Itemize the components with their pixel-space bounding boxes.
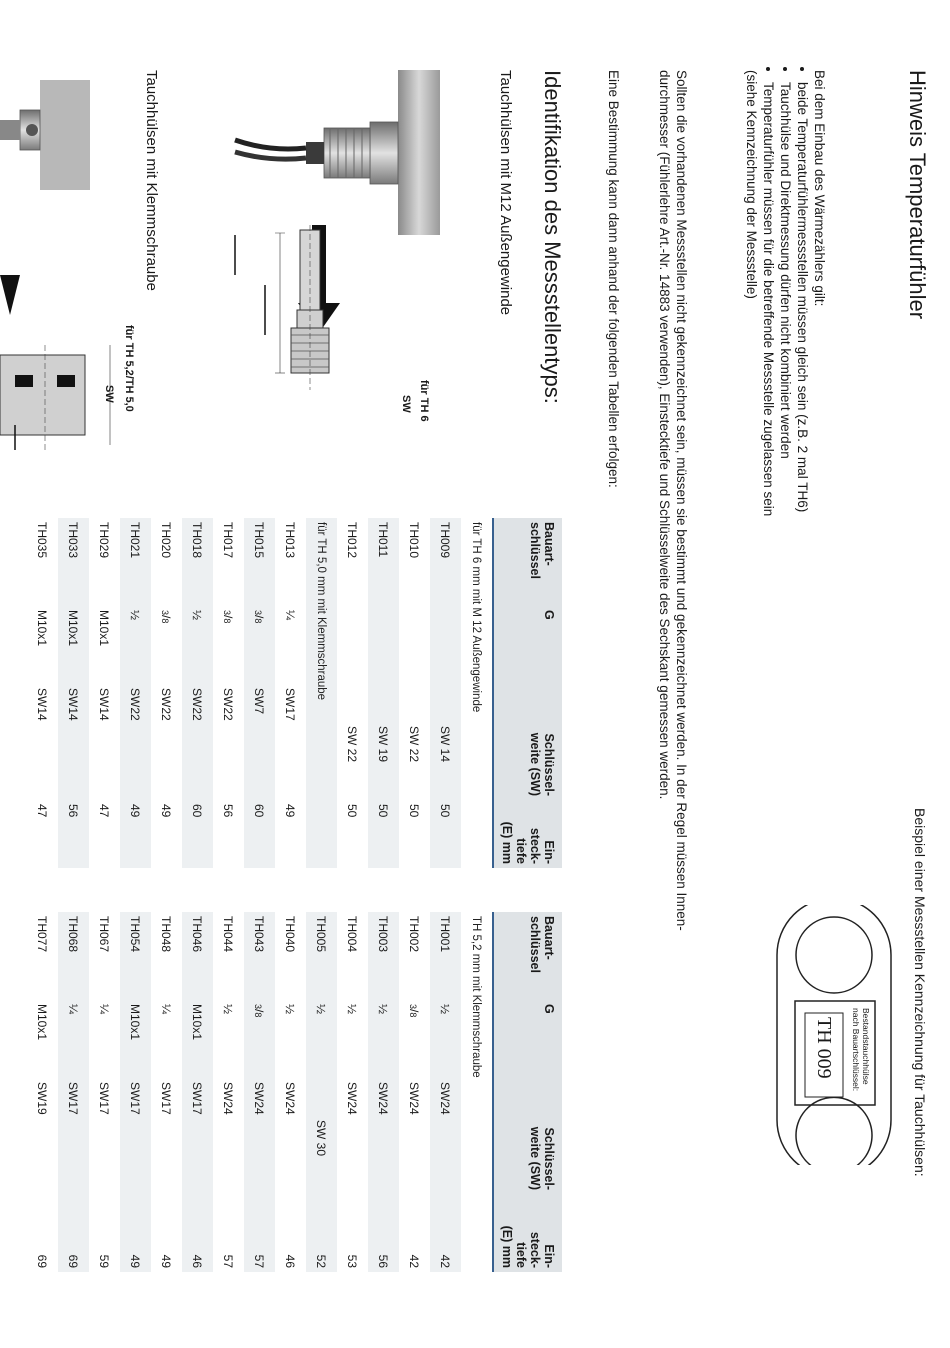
cell-sw: SW24 [345,1082,360,1115]
table-row [120,518,151,868]
cell-code: TH005 [306,912,337,1000]
cell-e: 59 [97,1254,112,1268]
cell-sw: SW17 [97,1082,112,1115]
cell-e: 56 [58,800,89,868]
table-row [430,518,461,868]
col-header-code: Bauart- schlüssel [493,912,562,1000]
example-caption: Beispiel einer Messstellen Kennzeichnung für Tauchhülsen: [912,808,928,1177]
cell-e: 49 [120,800,151,868]
cell-g: 3/8 [407,1004,422,1018]
cell-sw: SW7 [244,684,275,800]
cell-code: TH040 [283,916,298,953]
cell-g: ¼ [97,1004,112,1015]
cell-code: TH009 [430,518,461,606]
bullet-note: (siehe Kennzeichnung der Messstelle) [744,70,759,299]
cell-e: 57 [244,1194,275,1272]
table-row [27,518,58,868]
cell-sw: SW24 [368,1078,399,1194]
cell-sw: SW 30 [306,1078,337,1194]
col-header-e: Ein- steck- tiefe (E) mm [493,800,562,868]
bullet-item: • Tauchhülse und Direktmessung dürfen nicht kombiniert werden [777,82,794,790]
cell-e: 60 [182,800,213,868]
cell-e: 60 [244,800,275,868]
table-row [182,912,213,1272]
cell-e: 50 [407,804,422,818]
instruction-paragraph: Sollten die vorhandenen Messstellen nicht gekennzeichnet sein, müssen sie bestimmt und gekennzeichnet werden. In der Regel müssen Innen- durchmesser (Fühlerlehre Art.-Nr. 14883 verwenden), Einstecktiefe und Schlüsselweite des Sechskant gemessen werden. [657,70,689,931]
table-row [213,518,244,868]
subtitle-m12: Tauchhülsen mit M12 Außengewinde [497,70,514,316]
cell-sw: SW22 [182,684,213,800]
cell-g: ½ [430,1000,461,1078]
cell-sw: SW14 [97,688,112,721]
col-header-g: G [493,606,562,684]
cell-sw: SW22 [221,688,236,721]
cell-code: TH029 [97,522,112,559]
table-left [27,518,562,868]
table-row [182,518,213,868]
table-row [58,912,89,1272]
cell-e: 42 [407,1254,422,1268]
cell-e: 49 [283,804,298,818]
table-row [120,912,151,1272]
cell-g: 3/8 [244,1000,275,1078]
cell-g: M10x1 [35,610,50,647]
cell-g [430,606,461,684]
measurement-tag [773,905,895,1165]
cell-code: TH046 [182,912,213,1000]
arrow-down-icon [0,275,20,315]
cell-sw: SW 14 [430,684,461,800]
table-row [430,912,461,1272]
table-row [58,518,89,868]
cell-e: 46 [182,1194,213,1272]
cell-e: 56 [221,804,236,818]
cell-code: TH020 [159,522,174,559]
cell-g: ½ [306,1000,337,1078]
table-row [368,518,399,868]
cell-sw: SW14 [35,688,50,721]
cell-g: ½ [120,606,151,684]
cell-code: TH010 [407,522,422,559]
cell-g: 3/8 [159,610,174,624]
cell-g: ½ [182,606,213,684]
cell-e: 56 [368,1194,399,1272]
col-header-e: Ein- steck- tiefe (E) mm [493,1194,562,1272]
table-row [306,912,337,1272]
subtitle-klemm: Tauchhülsen mit Klemmschraube [143,70,160,291]
tag-label: Bestandstauchhülse nach Bauartschlüssel: [851,1008,871,1092]
cell-sw: SW14 [58,684,89,800]
drawing-th5-label: für TH 5,2/TH 5,0 [123,325,135,412]
cell-sw: SW17 [159,1082,174,1115]
cell-code: TH033 [58,518,89,606]
table-section-row [461,518,493,868]
cell-code: TH002 [407,916,422,953]
table-right [27,912,562,1272]
sensor-m12-photo [230,70,450,240]
cell-code: TH044 [221,916,236,953]
table-row [89,518,120,868]
cell-code: TH011 [368,518,399,606]
section-label: für TH 5,0 mm mit Klemmschraube [306,518,337,868]
cell-code: TH003 [368,912,399,1000]
cell-e: 47 [35,804,50,818]
cell-sw: SW24 [244,1078,275,1194]
table-row [399,912,430,1272]
cell-sw: SW17 [182,1078,213,1194]
cell-code: TH067 [97,916,112,953]
cell-e: 49 [120,1194,151,1272]
cell-e: 49 [159,1254,174,1268]
cell-g [368,606,399,684]
bullet-item: • beide Temperaturfühlermessstellen müssen gleich sein (z.B. 2 mal TH6) [794,82,811,790]
drawing-th6 [220,225,465,395]
cell-e: 50 [345,804,360,818]
cell-e: 42 [430,1194,461,1272]
table-row [368,912,399,1272]
cell-code: TH004 [345,916,360,953]
table-row [275,912,306,1272]
table-section-row [306,518,337,868]
table-section-row [461,912,493,1272]
cell-sw: SW24 [407,1082,422,1115]
cell-g: 3/8 [221,610,236,624]
cell-e: 49 [159,804,174,818]
cell-g: M10x1 [120,1000,151,1078]
cell-code: TH013 [283,522,298,559]
cell-sw: SW17 [283,688,298,721]
cell-sw: SW19 [35,1082,50,1115]
section-title: Identifikation des Messstellentyps: [540,70,565,404]
cell-e: 50 [368,800,399,868]
cell-code: TH035 [35,522,50,559]
drawing-th6-sw: SW [400,395,412,413]
col-header-code: Bauart- schlüssel [493,518,562,606]
cell-e: 69 [35,1254,50,1268]
table-row [151,518,182,868]
cell-sw: SW22 [159,688,174,721]
cell-e: 46 [283,1254,298,1268]
cell-g: ¼ [283,610,298,621]
cell-g: ¼ [159,1004,174,1015]
drawing-th5-sw: SW [103,385,115,403]
drawing-th6-label: für TH 6 [418,380,430,422]
cell-g [399,606,430,684]
table-row [337,518,368,868]
section-label: TH 5,2 mm mit Klemmschraube [470,916,483,1078]
cell-code: TH018 [182,518,213,606]
cell-sw: SW24 [283,1082,298,1115]
cell-g: 3/8 [244,606,275,684]
tag-code: TH 009 [813,1017,835,1079]
table-row [399,518,430,868]
table-row [244,518,275,868]
cell-code: TH054 [120,912,151,1000]
cell-g: ½ [368,1000,399,1078]
cell-e: 57 [221,1254,236,1268]
col-header-sw: Schlüssel- weite (SW) [493,684,562,800]
cell-code: TH012 [345,522,360,559]
table-intro: Eine Bestimmung kann dann anhand der folgenden Tabellen erfolgen: [606,70,621,488]
cell-g: ½ [283,1004,298,1015]
table-row [151,912,182,1272]
cell-code: TH077 [35,916,50,953]
cell-sw: SW 19 [368,684,399,800]
cell-code: TH001 [430,912,461,1000]
sensor-klemm-photo [0,70,90,200]
table-row [244,912,275,1272]
cell-sw: SW 22 [407,726,422,763]
cell-g: ½ [221,1004,236,1015]
cell-sw: SW24 [221,1082,236,1115]
col-header-g: G [493,1000,562,1078]
cell-g: ¼ [58,1000,89,1078]
table-row [275,518,306,868]
page-title: Hinweis Temperaturfühler [905,70,930,320]
cell-code: TH068 [58,912,89,1000]
cell-g: M10x1 [182,1000,213,1078]
section-label: für TH 6 mm mit M 12 Außengewinde [470,522,483,713]
table-row [27,912,58,1272]
cell-e: 50 [430,800,461,868]
cell-sw: SW17 [120,1078,151,1194]
cell-sw: SW22 [120,684,151,800]
bullet-item: • Temperaturfühler müssen für die betreffende Messstelle zugelassen sein [760,82,777,790]
col-header-sw: Schlüssel- weite (SW) [493,1078,562,1194]
cell-g [337,606,368,684]
intro-text: Bei dem Einbau des Wärmezählers gilt: [812,70,827,307]
cell-e: 47 [97,804,112,818]
table-row [337,912,368,1272]
cell-e: 69 [58,1194,89,1272]
cell-code: TH043 [244,912,275,1000]
cell-code: TH048 [159,916,174,953]
cell-sw: SW24 [430,1078,461,1194]
table-row [89,912,120,1272]
cell-g: M10x1 [58,606,89,684]
cell-sw: SW17 [58,1078,89,1194]
cell-code: TH021 [120,518,151,606]
intro-block [743,70,828,790]
cell-code: TH015 [244,518,275,606]
cell-g: ½ [345,1004,360,1015]
table-row [213,912,244,1272]
cell-g: M10x1 [35,1004,50,1041]
cell-code: TH017 [221,522,236,559]
cell-sw: SW 22 [345,726,360,763]
cell-e: 52 [306,1194,337,1272]
bullet-list [760,70,811,790]
cell-e: 53 [345,1254,360,1268]
cell-g: M10x1 [97,610,112,647]
